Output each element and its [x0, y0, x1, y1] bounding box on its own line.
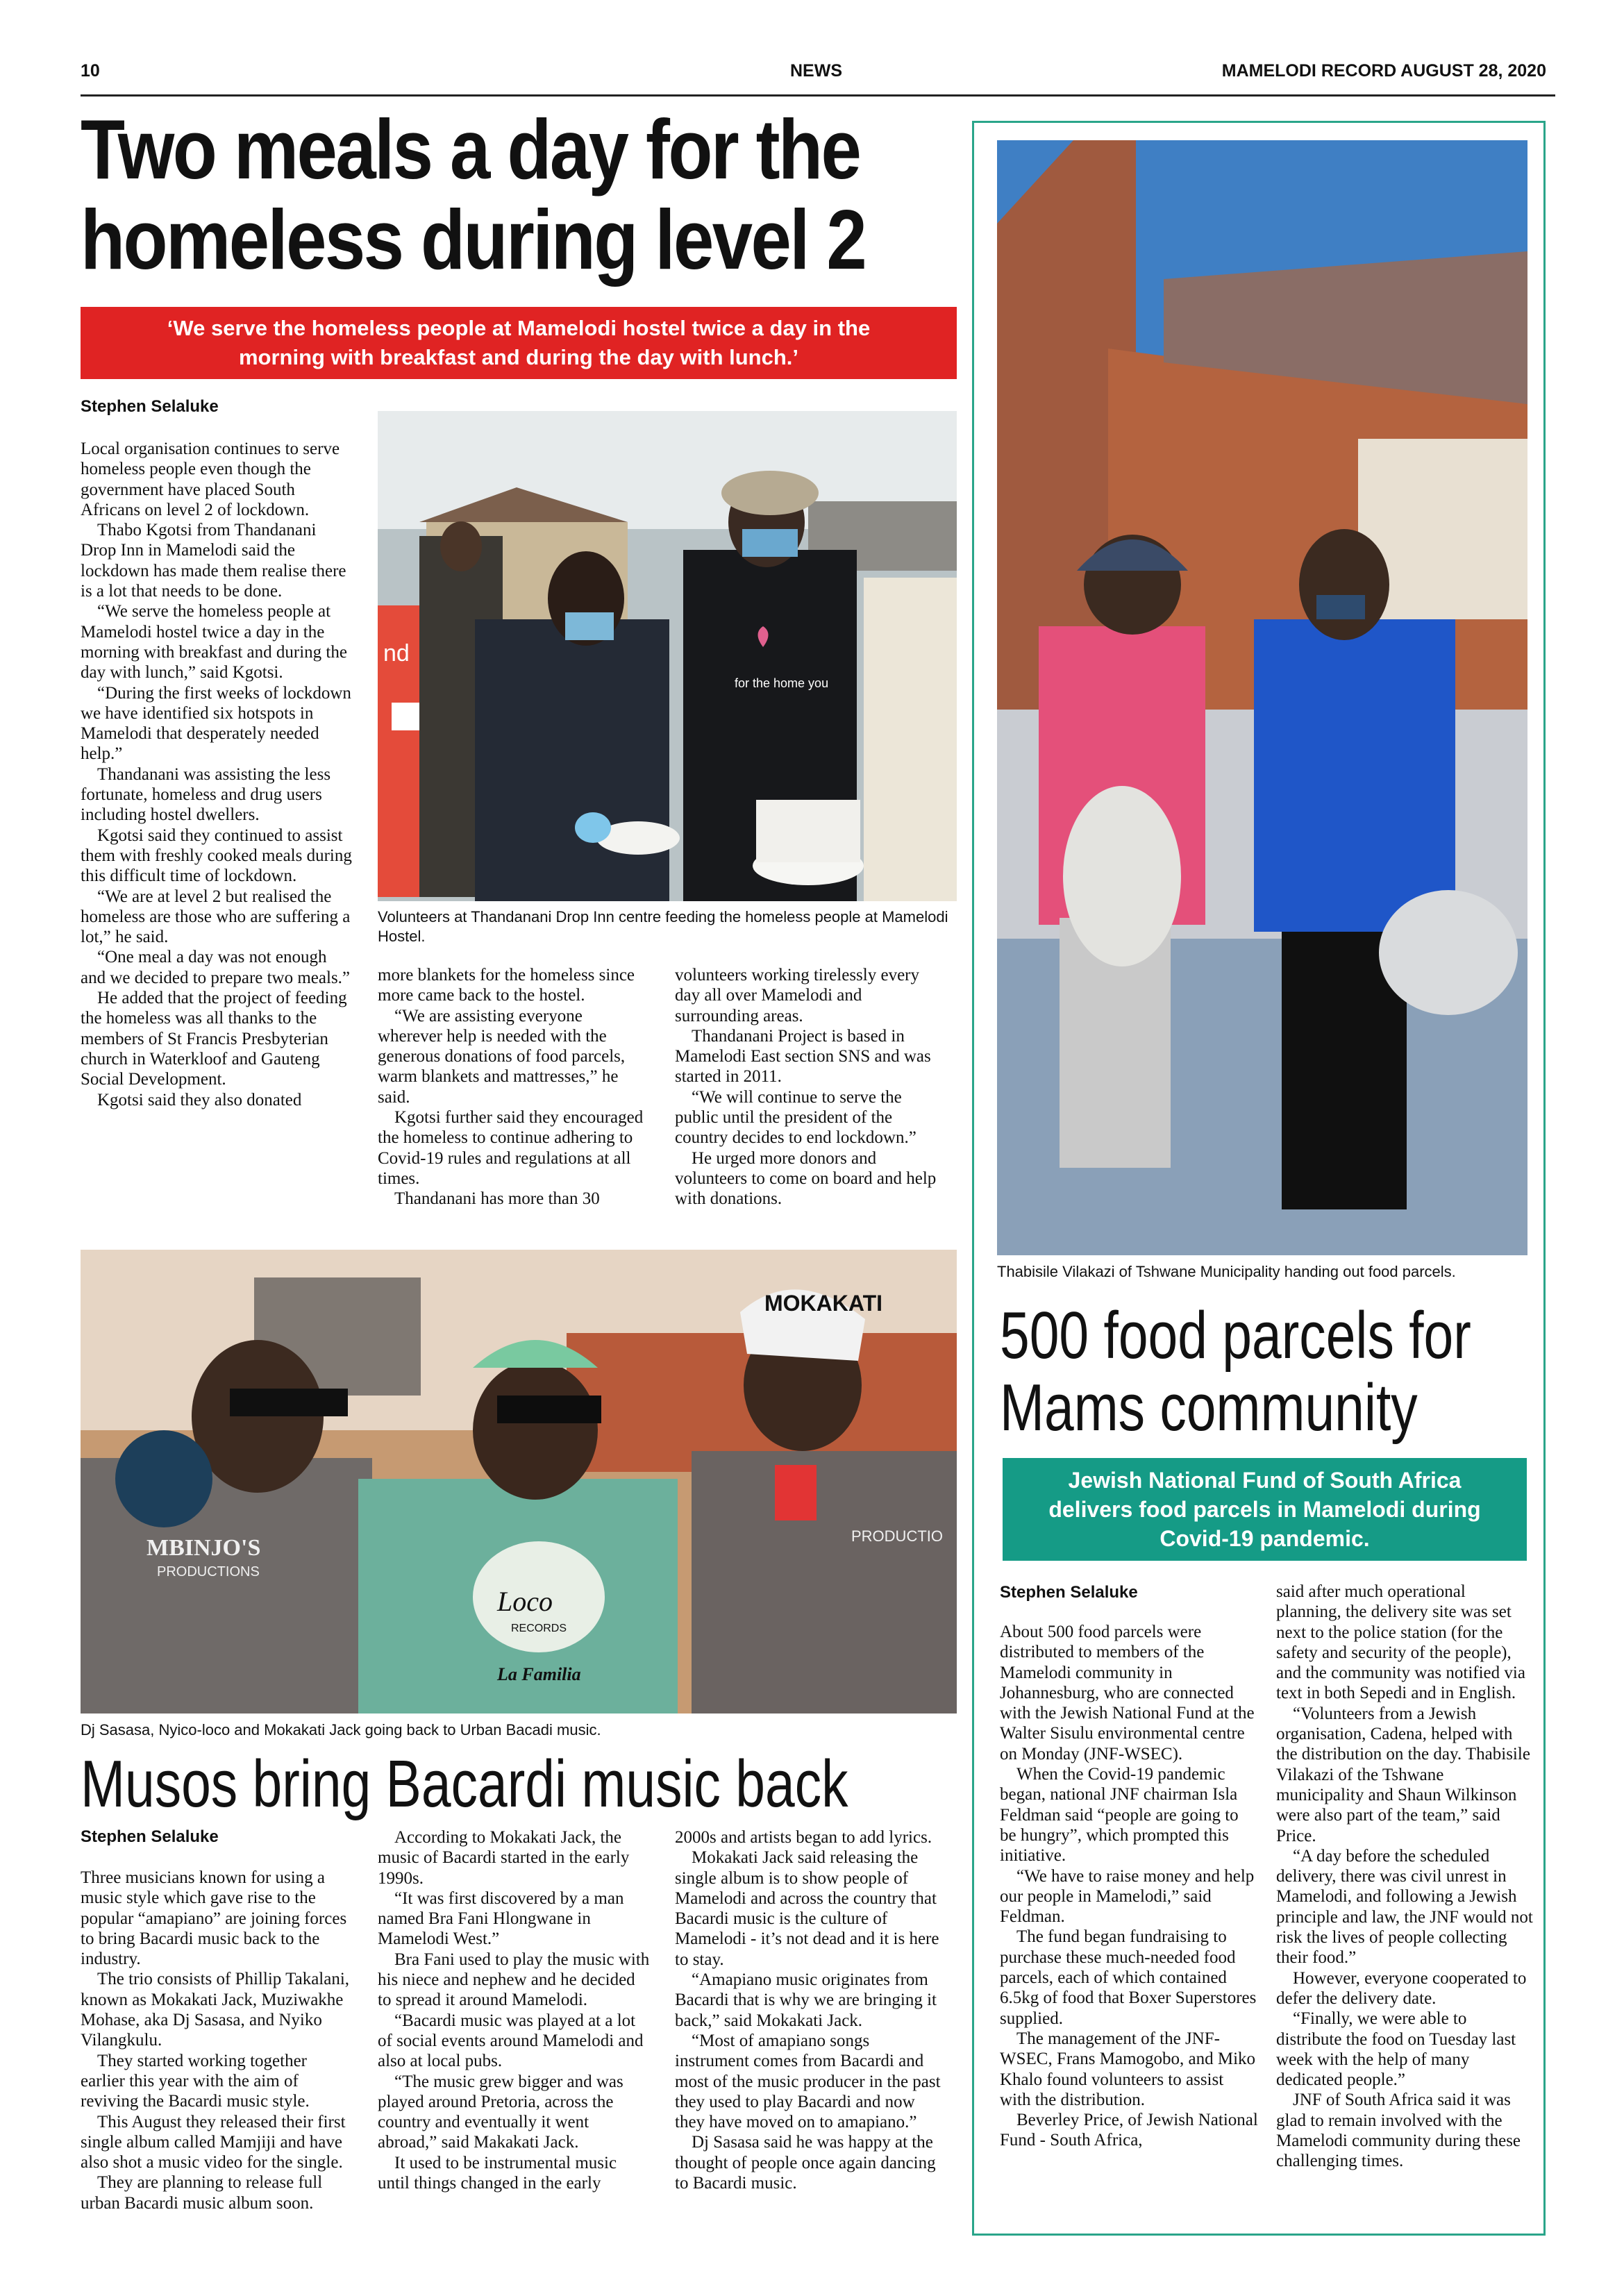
- photo-shirt-mid-3: La Familia: [497, 1664, 581, 1684]
- standfirst-line-3: Covid-19 pandemic.: [1160, 1526, 1370, 1551]
- photo-shirt-mid-1: Loco: [497, 1586, 553, 1617]
- paragraph: Thabo Kgotsi from Thandanani Drop Inn in Mamelodi said the lockdown has made them realise there is a lot that needs to be done.: [81, 521, 346, 601]
- paragraph: Beverley Price, of Jewish National Fund - South Africa,: [1000, 2111, 1258, 2150]
- paragraph: “We will continue to serve the public until the president of the country decides to end lockdown.”: [675, 1087, 916, 1148]
- paragraph: Three musicians known for using a music style which gave rise to the popular “amapiano” are joining forces to bring Bacardi music back to the industry.: [81, 1868, 347, 1969]
- story1-column-3: [675, 965, 947, 1209]
- paragraph: “A day before the scheduled delivery, there was civil unrest in Mamelodi, and following a Jewish principle and law, the JNF would not risk the lives of people collecting their food.”: [1276, 1846, 1533, 1968]
- paragraph: Kgotsi said they continued to assist them with freshly cooked meals during this difficult time of lockdown.: [81, 826, 352, 886]
- paragraph: more blankets for the homeless since more came back to the hostel.: [378, 966, 635, 1005]
- paragraph: Kgotsi said they also donated: [97, 1090, 302, 1109]
- story1-column-1: [81, 439, 353, 1110]
- photo-food-parcels: [997, 140, 1527, 1255]
- paragraph: “We serve the homeless people at Mamelodi hostel twice a day in the morning with breakfast and during the day with lunch,” said Kgotsi.: [81, 602, 347, 682]
- caption-musicians: Dj Sasasa, Nyico-loco and Mokakati Jack going back to Urban Bacadi music.: [81, 1721, 601, 1738]
- caption-volunteers: Volunteers at Thandanani Drop Inn centre feeding the homeless people at Mamelodi Hostel.: [378, 908, 948, 945]
- headline-line-1: 500 food parcels for: [1000, 1298, 1471, 1373]
- paragraph: “Volunteers from a Jewish organisation, Cadena, helped with the distribution on the day. Thabisile Vilakazi of the Tshwane municipality and Shaun Wilkinson were also part of the team,” said Price.: [1276, 1704, 1530, 1845]
- pullquote-line-1: ‘We serve the homeless people at Mamelodi hostel twice a day in the: [167, 316, 871, 340]
- paragraph: The fund began fundraising to purchase these much-needed food parcels, each of which contained 6.5kg of food that Boxer Superstores supplied.: [1000, 1927, 1257, 2028]
- paragraph: This August they released their first single album called Mamjiji and have also shot a music video for the single.: [81, 2112, 346, 2172]
- section-label: NEWS: [790, 61, 842, 81]
- paragraph: They are planning to release full urban Bacardi music album soon.: [81, 2173, 323, 2213]
- paragraph: “We have to raise money and help our people in Mamelodi,” said Feldman.: [1000, 1866, 1255, 1927]
- paragraph: He urged more donors and volunteers to come on board and help with donations.: [675, 1148, 937, 1209]
- paragraph: 2000s and artists began to add lyrics.: [675, 1828, 932, 1847]
- photo-sign-text: nd: [383, 640, 410, 667]
- headline-musos: Musos bring Bacardi music back: [81, 1747, 848, 1821]
- paragraph: Kgotsi further said they encouraged the homeless to continue adhering to Covid-19 rules and regulations at all times.: [378, 1108, 644, 1188]
- pullquote-line-2: morning with breakfast and during the day with lunch.’: [238, 345, 799, 369]
- headline-line-1: Two meals a day for the: [81, 102, 860, 196]
- headline-story1: [81, 102, 866, 287]
- caption-food-parcels: Thabisile Vilakazi of Tshwane Municipality handing out food parcels.: [997, 1263, 1456, 1280]
- story3-column-2: [1276, 1582, 1534, 2172]
- paragraph: Local organisation continues to serve homeless people even though the government have placed South Africans on level 2 of lockdown.: [81, 439, 340, 519]
- standfirst-line-2: delivers food parcels in Mamelodi during: [1048, 1497, 1481, 1522]
- paragraph: However, everyone cooperated to defer the delivery date.: [1276, 1968, 1527, 2008]
- paragraph: “During the first weeks of lockdown we have identified six hotspots in Mamelodi that desperately needed help.”: [81, 683, 351, 764]
- byline-story3: Stephen Selaluke: [1000, 1583, 1138, 1602]
- paragraph: About 500 food parcels were distributed to members of the Mamelodi community in Johannesburg, who are connected with the Jewish National Fund at the Walter Sisulu environmental centre on Monday (JNF-WSEC).: [1000, 1623, 1255, 1763]
- photo-cap-text: MOKAKATI: [764, 1291, 883, 1316]
- photo-shirt-mid-2: RECORDS: [511, 1623, 567, 1634]
- story3-column-1: [1000, 1622, 1258, 2151]
- paragraph: “Bacardi music was played at a lot of social events around Mamelodi and also at local pubs.: [378, 2011, 644, 2071]
- paragraph: He added that the project of feeding the homeless was all thanks to the members of St Francis Presbyterian church in Waterkloof and Gauteng Social Development.: [81, 989, 347, 1089]
- headline-line-2: Mams community: [1000, 1371, 1418, 1445]
- standfirst-line-1: Jewish National Fund of South Africa: [1068, 1468, 1462, 1493]
- paragraph: According to Mokakati Jack, the music of Bacardi started in the early 1990s.: [378, 1828, 630, 1888]
- paragraph: Dj Sasasa said he was happy at the thought of people once again dancing to Bacardi music.: [675, 2133, 936, 2193]
- paragraph: Thandanani was assisting the less fortunate, homeless and drug users including hostel dwellers.: [81, 764, 331, 825]
- photo-volunteers: [378, 411, 957, 901]
- paragraph: The management of the JNF-WSEC, Frans Mamogobo, and Miko Khalo found volunteers to assist with the distribution.: [1000, 2029, 1256, 2109]
- byline-story1: Stephen Selaluke: [81, 397, 219, 416]
- paragraph: They started working together earlier this year with the aim of reviving the Bacardi music style.: [81, 2051, 310, 2111]
- standfirst-bar: [1003, 1458, 1527, 1561]
- paragraph: Thandanani has more than 30: [394, 1189, 600, 1209]
- masthead-date: MAMELODI RECORD AUGUST 28, 2020: [1221, 61, 1546, 81]
- pullquote-bar: [81, 307, 957, 379]
- story2-column-2: [378, 1827, 650, 2193]
- photo-shirt-left-1: MBINJO'S: [147, 1535, 261, 1561]
- paragraph: “Amapiano music originates from Bacardi that is why we are bringing it back,” said Mokakati Jack.: [675, 1970, 937, 2030]
- paragraph: said after much operational planning, the delivery site was set next to the police station (for the safety and security of the people), and the community was notified via text in both Sepedi and in English.: [1276, 1582, 1525, 1703]
- paragraph: It used to be instrumental music until things changed in the early: [378, 2153, 617, 2193]
- paragraph: “The music grew bigger and was played around Pretoria, across the country and eventually it went abroad,” said Makakati Jack.: [378, 2072, 623, 2152]
- headline-line-2: homeless during level 2: [81, 192, 866, 287]
- paragraph: “One meal a day was not enough and we decided to prepare two meals.”: [81, 948, 351, 987]
- paragraph: Mokakati Jack said releasing the single album is to show people of Mamelodi and across the country that Bacardi music is the culture of Mamelodi - it’s not dead and it is here to stay.: [675, 1848, 939, 1969]
- story2-column-3: [675, 1827, 947, 2193]
- photo-musicians: [81, 1250, 957, 1713]
- paragraph: Thandanani Project is based in Mamelodi East section SNS and was started in 2011.: [675, 1026, 931, 1087]
- paragraph: The trio consists of Phillip Takalani, known as Mokakati Jack, Muziwakhe Mohase, aka Dj Sasasa, and Nyiko Vilangkulu.: [81, 1970, 350, 2050]
- headline-food-parcels: [1000, 1300, 1471, 1444]
- paragraph: JNF of South Africa said it was glad to remain involved with the Mamelodi community during these challenging times.: [1276, 2090, 1521, 2171]
- story2-column-1: [81, 1868, 353, 2213]
- byline-story2: Stephen Selaluke: [81, 1827, 219, 1846]
- photo-shirt-right: PRODUCTIO: [851, 1527, 943, 1545]
- paragraph: When the Covid-19 pandemic began, national JNF chairman Isla Feldman said “people are going to be hungry”, which prompted this initiative.: [1000, 1765, 1239, 1866]
- photo-shirt-left-2: PRODUCTIONS: [157, 1564, 260, 1579]
- story1-column-2: [378, 965, 650, 1209]
- paragraph: “Finally, we were able to distribute the food on Tuesday last week with the help of many dedicated people.”: [1276, 2009, 1516, 2090]
- page-number: 10: [81, 61, 100, 81]
- paragraph: Bra Fani used to play the music with his niece and nephew and he decided to spread it around Mamelodi.: [378, 1950, 650, 2010]
- photo-apron-text: for the home you: [735, 676, 829, 690]
- paragraph: “It was first discovered by a man named Bra Fani Hlongwane in Mamelodi West.”: [378, 1888, 624, 1949]
- paragraph: “Most of amapiano songs instrument comes from Bacardi and most of the music producer in the past they used to play Bacardi and now they have moved on to amapiano.”: [675, 2031, 941, 2132]
- paragraph: “We are at level 2 but realised the homeless are those who are suffering a lot,” he said.: [81, 887, 351, 947]
- paragraph: volunteers working tirelessly every day all over Mamelodi and surrounding areas.: [675, 966, 919, 1025]
- paragraph: “We are assisting everyone wherever help is needed with the generous donations of food parcels, warm blankets and mattresses,” he said.: [378, 1006, 626, 1107]
- header-rule: [81, 94, 1555, 97]
